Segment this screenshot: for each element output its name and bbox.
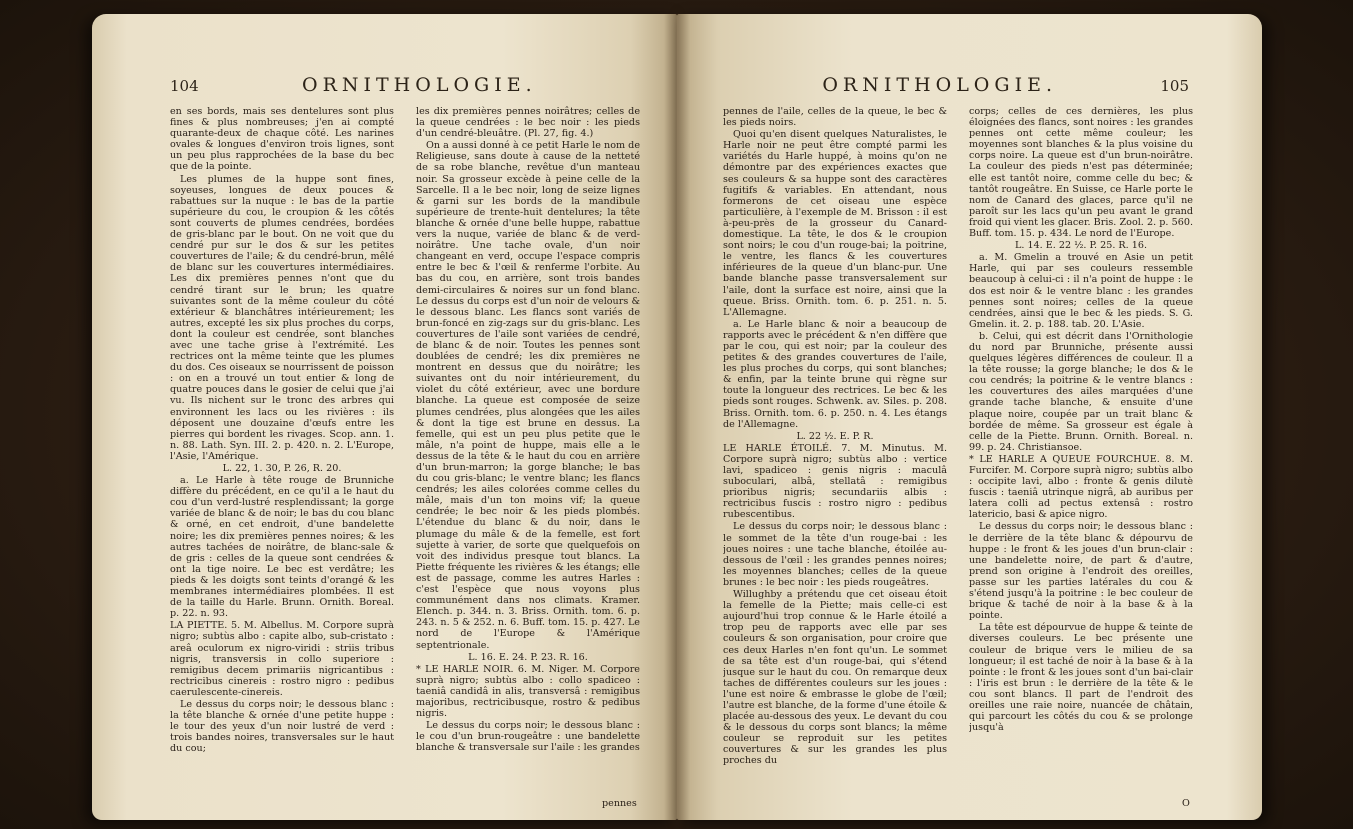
paragraph: a. Le Harle blanc & noir a beaucoup de rapports avec le précédent & n'en diffère que par le cou, qui est noir; par la couleur des petites & des grandes couvertures de l'aile, les plus proches du corps, qui sont blanches; & enfin, par la teinte brune qui règne sur toute la longueur des rectrices. Le bec & les pieds sont rouges. Schwenk. av. Siles. p. 208. Briss. Ornith. tom. 6. p. 250. n. 4. Les étangs de l'Allemagne. xyxy=(723,318,947,430)
paragraph: pennes de l'aile, celles de la queue, le bec & les pieds noirs. xyxy=(723,106,947,129)
paragraph: Le dessus du corps noir; le dessous blanc : le derrière de la tête blanc & dépourvu de huppe : le front & les joues d'un brun-clair : une bandelette noire, de part & d'autre, prend son origine à l'endroit des oreilles, passe sur les parties latérales du cou & s'étend jusqu'à la poitrine : le bec couleur de brique & taché de noir à la base & à la pointe. xyxy=(969,521,1193,622)
right-column-1 xyxy=(723,106,947,796)
paragraph: Les plumes de la huppe sont fines, soyeuses, longues de deux pouces & rabattues sur la nuque : le bas de la partie supérieure du cou, le croupion & les côtés sont couverts de plumes cendrées, bordées de gris-blanc par le bout. On ne voit que du cendré pur sur le dos & sur les petites couvertures de l'aile; & du cendré-brun, mêlé de blanc sur les couvertures intermédiaires. Les dix premières pennes n'ont que du cendré tirant sur le brun; les quatre suivantes sont de la même couleur du côté extérieur & blanchâtres intérieurement; les autres, excepté les six plus proches du corps, dont la couleur est cendrée, sont blanches avec une tache grise à l'extrémité. Les rectrices ont la même teinte que les plumes du dos. Ces oiseaux se nourrissent de poisson : on en a trouvé un tout entier & long de quatre pouces dans le gosier de celui que j'ai vu. Ils nichent sur le tronc des arbres qui environnent les lacs ou les rivières : ils déposent une douzaine d'œufs entre les pierres qui bordent les rivages. Scop. ann. 1. n. 88. Lath. Syn. III. 2. p. 420. n. 2. L'Europe, l'Asie, l'Amérique. xyxy=(170,173,394,462)
measurements: L. 16. E. 24. P. 23. R. 16. xyxy=(468,651,588,663)
species-entry: LE HARLE ÉTOILÉ. 7. M. Minutus. M. Corpore suprà nigro; subtùs albo : vertice lavi, spadiceo : genis nigris : maculâ suboculari, albâ, stellatâ : remigibus prioribus nigris; secundariis albis : rectricibus fuscis : rostro nigro : pedibus rubescentibus. xyxy=(723,442,947,521)
right-page-number: 105 xyxy=(1160,77,1189,95)
paragraph: Quoi qu'en disent quelques Naturalistes, le Harle noir ne peut être compté parmi les variétés du Harle huppé, à moins qu'on ne démontre par des expériences exactes que ses couleurs & sa huppe sont des caractères fugitifs & variables. En attendant, nous formerons de cet oiseau une espèce particulière, à l'exemple de M. Brisson : il est à-peu-près de la grosseur du Canard-domestique. La tête, le dos & le croupion sont noirs; le cou d'un rouge-bai; la poitrine, le ventre, les flancs & les couvertures inférieures de la queue d'un blanc-pur. Une bande blanche passe transversalement sur l'aile, dont la surface est noire, ainsi que la queue. Briss. Ornith. tom. 6. p. 251. n. 5. L'Allemagne. xyxy=(723,129,947,318)
measurements: L. 22 ½. E. P. R. xyxy=(796,430,874,442)
measurements: L. 14. E. 22 ½. P. 25. R. 16. xyxy=(1014,240,1148,252)
open-book xyxy=(92,14,1262,820)
paragraph: Le dessus du corps noir; le dessous blanc : la tête blanche & ornée d'une petite huppe : le tour des yeux d'un noir lustré de verd : trois bandes noires, transversales sur le haut du cou; xyxy=(170,698,394,755)
left-page-header xyxy=(170,74,640,98)
right-running-head: ORNITHOLOGIE. xyxy=(822,74,1057,96)
species-entry: * LE HARLE NOIR. 6. M. Niger. M. Corpore suprà nigro; subtùs albo : collo spadiceo : taeniâ candidâ in alis, transversâ : remigibus majoribus, rectricibusque, rostro & pedibus nigris. xyxy=(416,663,640,720)
species-entry: LA PIETTE. 5. M. Albellus. M. Corpore suprà nigro; subtùs albo : capite albo, sub-cristato : areâ oculorum ex nigro-viridi : striis tribus nigris, transversis in collo superiore : remigibus decem primariis nigricantibus : rectricibus cinereis : rostro nigro : pedibus caerulescente-cinereis. xyxy=(170,620,394,698)
paragraph: a. Le Harle à tête rouge de Brunniche diffère du précédent, en ce qu'il a le haut du cou d'un verd-lustré resplendissant; la gorge variée de blanc & de noir; le bas du cou blanc & orné, en cet endroit, d'une bandelette noire; les dix premières pennes noires; & les autres tachées de noirâtre, de blanc-sale & de gris : celles de la queue sont cendrées & ont la tige noire. Le bec est verdâtre; les pieds & les doigts sont teints d'orangé & les membranes intermédiaires plombées. Il est de la taille du Harle. Brunn. Ornith. Boreal. p. 22. n. 93. xyxy=(170,475,394,620)
right-catchword: O xyxy=(1182,798,1190,809)
species-entry: * LE HARLE A QUEUE FOURCHUE. 8. M. Furcifer. M. Corpore suprà nigro; subtùs albo : occipite lavi, albo : fronte & genis dilutè fuscis : taeniâ utrinque nigrâ, ab auribus per latera colli ad pectus extensâ : rostro latericio, basi & apice nigro. xyxy=(969,453,1193,521)
measurements: L. 22, 1. 30, P. 26, R. 20. xyxy=(222,463,342,474)
right-page xyxy=(677,14,1262,820)
left-running-head: ORNITHOLOGIE. xyxy=(302,74,537,96)
paragraph: Le dessus du corps noir; le dessous blanc : le cou d'un brun-rougeâtre : une bandelette blanche & transversale sur l'aile : les grandes xyxy=(416,720,640,754)
left-page-columns xyxy=(170,106,640,796)
left-page xyxy=(92,14,677,820)
left-catchword: pennes xyxy=(602,798,637,809)
paragraph: Le dessus du corps noir; le dessous blanc : le sommet de la tête d'un rouge-bai : les joues noires : une tache blanche, étoilée au-dessous de l'œil : les grandes pennes noires; les moyennes blanches; celles de la queue brunes : le bec noir : les pieds rougeâtres. xyxy=(723,521,947,588)
paragraph: les dix premières pennes noirâtres; celles de la queue cendrées : le bec noir : les pieds d'un cendré-bleuâtre. (Pl. 27, fig. 4.) xyxy=(416,106,640,140)
left-page-number: 104 xyxy=(170,77,199,95)
paragraph: Willughby a prétendu que cet oiseau étoit la femelle de la Piette; mais celle-ci est aujourd'hui trop connue & le Harle étoilé a trop peu de rapports avec elle par ses couleurs & son organisation, pour croire que ces deux Harles n'en font qu'un. Le sommet de sa tête est d'un rouge-bai, qui s'étend jusque sur le haut du cou. On remarque deux taches de différentes couleurs sur les joues : l'une est noire & embrasse le globe de l'œil; l'autre est blanche, de la forme d'une étoile & placée au-dessous des yeux. Le devant du cou & le dessous du corps sont blancs; la même couleur se reproduit sur les petites couvertures & sur les grandes les plus proches du xyxy=(723,589,947,767)
paragraph: en ses bords, mais ses dentelures sont plus fines & plus nombreuses; j'en ai compté quarante-deux de chaque côté. Les narines ovales & longues d'environ trois lignes, sont un peu plus rapprochées de la base du bec que de la pointe. xyxy=(170,106,394,173)
right-column-2 xyxy=(969,106,1193,796)
left-column-2 xyxy=(416,106,640,796)
paragraph: a. M. Gmelin a trouvé en Asie un petit Harle, qui par ses couleurs ressemble beaucoup à celui-ci : il n'a point de huppe : le dos est noir & le ventre blanc : les grandes pennes sont noires; celles de la queue cendrées, ainsi que le bec & les pieds. S. G. Gmelin. it. 2. p. 188. tab. 20. L'Asie. xyxy=(969,252,1193,330)
paragraph: La tête est dépourvue de huppe & teinte de diverses couleurs. Le bec présente une couleur de brique vers le milieu de sa longueur; il est taché de noir à la base & à la pointe : le front & les joues sont d'un bai-clair : l'iris est brun : le derrière de la tête & le cou sont blancs. Il part de l'endroit des oreilles une raie noire, nuancée de châtain, qui parcourt les côtés du cou & se prolonge jusqu'à xyxy=(969,622,1193,734)
right-page-columns xyxy=(723,106,1193,796)
left-column-1 xyxy=(170,106,394,796)
paragraph: corps; celles de ces dernières, les plus éloignées des flancs, sont noires : les grandes pennes ont cette même couleur; les moyennes sont blanches & la plus voisine du corps noire. La queue est d'un brun-noirâtre. La couleur des pieds n'est pas déterminée; elle est tantôt noire, comme celle du bec; & tantôt rougeâtre. En Suisse, ce Harle porte le nom de Canard des glaces, parce qu'il ne paroît sur les lacs qu'un peu avant le grand froid qui vient les glacer. Bris. Zool. 2. p. 560. Buff. tom. 15. p. 434. Le nord de l'Europe. xyxy=(969,106,1193,240)
right-page-header xyxy=(719,74,1189,98)
paragraph: On a aussi donné à ce petit Harle le nom de Religieuse, sans doute à cause de la netteté de sa robe blanche, revêtue d'un manteau noir. Sa grosseur excède à peine celle de la Sarcelle. Il a le bec noir, long de seize lignes & garni sur les bords de la mandibule supérieure de trente-huit dentelures; la tête blanche & ornée d'une belle huppe, rabattue vers la nuque, variée de blanc & de verd-noirâtre. Une tache ovale, d'un noir changeant en verd, occupe l'espace compris entre le bec & l'œil & renferme l'orbite. Au bas du cou, en arrière, sont trois bandes demi-circulaires & noires sur un fond blanc. Le dessus du corps est d'un noir de velours & le dessous blanc. Les flancs sont variés de brun-foncé en zig-zags sur du gris-blanc. Les couvertures de l'aile sont variées de cendré, de blanc & de noir. Toutes les pennes sont doublées de cendré; les dix premières ne montrent en dessus que du noirâtre; les suivantes ont du noir intérieurement, du violet du côté extérieur, avec une bordure blanche. La queue est composée de seize plumes cendrées, plus alongées que les ailes & dont la tige est brune en dessus. La femelle, qui est un peu plus petite que le mâle, n'a point de huppe, mais elle a le dessus de la tête & le haut du cou en arrière d'un brun-marron; la gorge blanche; le bas du cou gris-blanc; le ventre blanc; les flancs cendrés; les ailes colorées comme celles du mâle, mais d'un ton moins vif; la queue cendrée; le bec noir & les pieds plombés. L'étendue du blanc & du noir, dans le plumage du mâle & de la femelle, est fort sujette à varier, de sorte que quelquefois on voit des individus presque tout blancs. La Piette fréquente les rivières & les étangs; elle est de passage, comme les autres Harles : c'est l'espèce que nous voyons plus communément dans nos climats. Kramer. Elench. p. 344. n. 3. Briss. Ornith. tom. 6. p. 243. n. 5 & 252. n. 6. Buff. tom. 15. p. 427. Le nord de l'Europe & l'Amérique septentrionale. xyxy=(416,140,640,651)
paragraph: b. Celui, qui est décrit dans l'Ornithologie du nord par Brunniche, présente aussi quelques légères différences de couleur. Il a la tête rousse; la gorge blanche; le dos & le cou cendrés; la poitrine & le ventre blancs : les couvertures des ailes marquées d'une grande tache blanche, & ensuite d'une plaque noire, coupée par un trait blanc & bordée de même. Sa grosseur est égale à celle de la Piette. Brunn. Ornith. Boreal. n. 99. p. 24. Christiansoe. xyxy=(969,330,1193,453)
